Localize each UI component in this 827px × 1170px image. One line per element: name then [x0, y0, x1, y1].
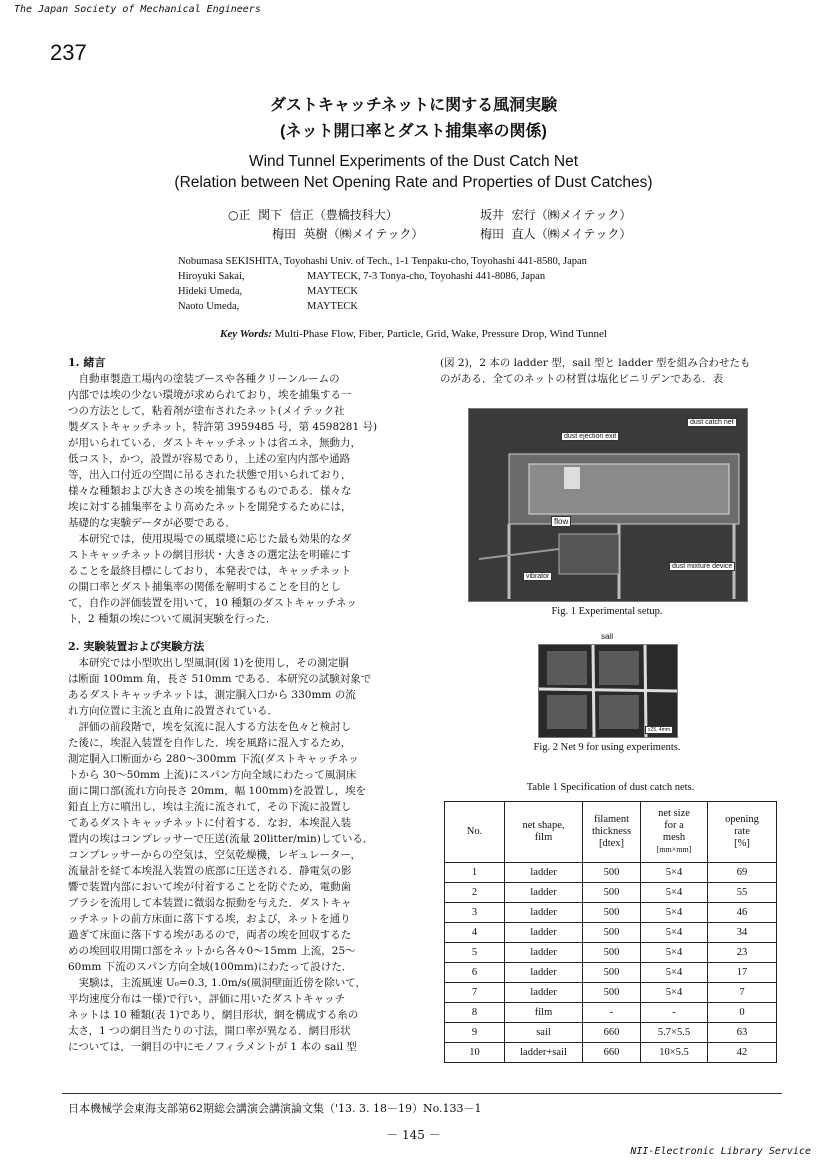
- table-cell: 7: [445, 983, 505, 1003]
- text-line: コンプレッサーからの空気は，空気乾燥機，レギュレーター，: [68, 849, 362, 861]
- japanese-subtitle: (ネット開口率とダスト捕集率の関係): [280, 123, 547, 140]
- label-flow: flow: [551, 516, 571, 527]
- author-1: ○正 関下 信正（豊橋技科大）: [228, 208, 398, 222]
- fig2-sail-label: sail: [600, 632, 613, 641]
- table-cell: ladder: [505, 983, 583, 1003]
- affiliation-name: Naoto Umeda,: [178, 301, 240, 312]
- text-line: ト，2 種類の埃について風洞実験を行った．: [68, 613, 277, 625]
- text-line: 様々な種類および大きさの埃を捕集するものである．様々な: [68, 485, 352, 497]
- text-line: てあるダストキャッチネットに付着する．なお，本埃混入装: [68, 817, 352, 829]
- intro-paragraph-2: [68, 531, 413, 627]
- text-line: 等，出入口付近の空間に吊るされた状態で用いられており，: [68, 469, 352, 481]
- text-line: 本研究では小型吹出し型風洞(図 1)を使用し，その測定胴: [68, 657, 349, 669]
- table-cell: 1: [445, 863, 505, 883]
- table-cell: ladder: [505, 903, 583, 923]
- table-cell: 4: [445, 923, 505, 943]
- table-cell: 5×4: [641, 963, 708, 983]
- table-cell: ladder: [505, 943, 583, 963]
- page-number: － 145 －: [386, 1128, 441, 1142]
- table-row: [445, 863, 777, 883]
- net-9-photo: [538, 644, 678, 738]
- table-cell: ladder: [505, 863, 583, 883]
- fig2-scale-label: x25, 4mm: [645, 726, 673, 734]
- table-cell: ladder: [505, 883, 583, 903]
- text-line: は断面 100mm 角，長さ 510mm である．本研究の試験対象で: [68, 673, 372, 685]
- header-shape: net shape, film: [505, 802, 583, 863]
- affiliation-name: Nobumasa SEKISHITA,: [178, 256, 282, 267]
- text-line: めの埃回収用開口部をネットから各々0〜15mm 上流，25〜: [68, 945, 356, 957]
- text-line: が用いられている．ダストキャッチネットは省エネ，無動力，: [68, 437, 361, 449]
- text-line: ブラシを流用して本装置に微弱な振動を与えた．ダストキャ: [68, 897, 352, 909]
- header-thickness: filament thickness [dtex]: [583, 802, 641, 863]
- label-vibrator: vibrator: [523, 572, 552, 581]
- author-3: 梅田 英樹（㈱メイテック）: [272, 227, 424, 241]
- header-opening-rate: opening rate [%]: [708, 802, 777, 863]
- table-cell: ladder: [505, 923, 583, 943]
- keywords-text: Multi-Phase Flow, Fiber, Particle, Grid, Wake, Pressure Drop, Wind Tunnel: [274, 328, 607, 340]
- table-cell: 9: [445, 1023, 505, 1043]
- table-cell: 6: [445, 963, 505, 983]
- text-line: 置内の埃はコンプレッサーで圧送(流量 20litter/min)している．: [68, 833, 374, 845]
- affiliation-2: [178, 271, 545, 282]
- text-line: た後に，埃混入装置を自作した．埃を風路に混入するため，: [68, 737, 352, 749]
- affiliation-3: [178, 286, 358, 297]
- affiliation-4: [178, 301, 358, 312]
- table-cell: 55: [708, 883, 777, 903]
- table-cell: 500: [583, 903, 641, 923]
- text-line: 自動車製造工場内の塗装ブースや各種クリーンルームの: [68, 373, 340, 385]
- table-cell: 5: [445, 943, 505, 963]
- table-body: [445, 863, 777, 1063]
- affiliation-name: Hiroyuki Sakai,: [178, 271, 245, 282]
- text-line: 測定胴入口断面から 280〜300mm 下流(ダストキャッチネッ: [68, 753, 359, 765]
- table-row: [445, 923, 777, 943]
- text-line: 低コスト，かつ，設置が容易であり，上述の室内内部や通路: [68, 453, 351, 465]
- table-cell: 46: [708, 903, 777, 923]
- fig1-caption: Fig. 1 Experimental setup.: [551, 606, 663, 617]
- society-header: The Japan Society of Mechanical Engineers: [14, 4, 261, 15]
- intro-paragraph-1: [68, 371, 413, 531]
- section-1-title: 1. 緒言: [68, 356, 106, 369]
- table-cell: 34: [708, 923, 777, 943]
- table-cell: 5×4: [641, 943, 708, 963]
- keywords: [0, 328, 827, 340]
- method-paragraph-3: [68, 975, 413, 1055]
- table-cell: 10×5.5: [641, 1043, 708, 1063]
- table-row: [445, 983, 777, 1003]
- table-cell: 500: [583, 863, 641, 883]
- paper-number: 237: [50, 40, 87, 65]
- table-row: [445, 1043, 777, 1063]
- table-cell: 660: [583, 1043, 641, 1063]
- text-line: れ方向位置に主流と直角に設置されている．: [68, 705, 278, 717]
- text-line: 実験は，主流風速 U₀=0.3, 1.0m/s(風洞壁面近傍を除いて，: [68, 977, 367, 989]
- table-cell: 63: [708, 1023, 777, 1043]
- text-line: 面に開口部(流れ方向長さ 20mm，幅 100mm)を設置し，埃を: [68, 785, 367, 797]
- text-line: 太さ，1 つの網目当たりの寸法，開口率が異なる．網目形状: [68, 1025, 351, 1037]
- table-cell: 2: [445, 883, 505, 903]
- nii-watermark: NII-Electronic Library Service: [630, 1146, 811, 1157]
- english-title: Wind Tunnel Experiments of the Dust Catch Net: [248, 153, 579, 170]
- text-line: ッチネットの前方床面に落下する埃，および，ネットを通り: [68, 913, 351, 925]
- affiliation-org: MAYTECK, 7-3 Tonya-cho, Toyohashi 441-8086, Japan: [307, 271, 546, 282]
- table-cell: 5×4: [641, 923, 708, 943]
- text-line: 鉛直上方に噴出し，埃は主流に流されて，その下流に設置し: [68, 801, 352, 813]
- table-cell: 42: [708, 1043, 777, 1063]
- table-cell: 69: [708, 863, 777, 883]
- text-line: 製ダストキャッチネット，特許第 3959485 号，第 4598281 号): [68, 421, 378, 433]
- experimental-setup-photo: [468, 408, 748, 602]
- affiliation-org: MAYTECK: [307, 286, 358, 297]
- table-cell: 7: [708, 983, 777, 1003]
- table-cell: 5×4: [641, 983, 708, 1003]
- text-line: については，一網目の中にモノフィラメントが 1 本の sail 型: [68, 1041, 357, 1053]
- english-subtitle: (Relation between Net Opening Rate and Properties of Dust Catches): [174, 174, 653, 191]
- text-line: ストキャッチネットの網目形状・大きさの選定法を明確にす: [68, 549, 352, 561]
- table-cell: 5.7×5.5: [641, 1023, 708, 1043]
- header-mesh: net size for a mesh [mm×mm]: [641, 802, 708, 863]
- net-mesh-illustration: [539, 645, 677, 737]
- table-cell: 660: [583, 1023, 641, 1043]
- text-line: トから 30〜50mm 上流)にスパン方向全域にわたって風洞床: [68, 769, 357, 781]
- affiliation-org: Toyohashi Univ. of Tech., 1-1 Tenpaku-cho, Toyohashi 441-8580, Japan: [284, 256, 587, 267]
- table-cell: 10: [445, 1043, 505, 1063]
- text-line: (図 2)，2 本の ladder 型，sail 型と ladder 型を組み合わせたも: [440, 357, 751, 369]
- fig2-caption: Fig. 2 Net 9 for using experiments.: [533, 742, 681, 753]
- table-cell: 17: [708, 963, 777, 983]
- affiliation-1: [178, 256, 587, 267]
- table-cell: 5×4: [641, 863, 708, 883]
- table-cell: 0: [708, 1003, 777, 1023]
- label-dust-ejection-exit: dust ejection exit: [561, 432, 619, 441]
- table-cell: 3: [445, 903, 505, 923]
- text-line: 響で装置内部において埃が付着することを防ぐため，電動歯: [68, 881, 352, 893]
- text-line: 平均速度分布は一様)で行い，評価に用いたダストキャッチ: [68, 993, 346, 1005]
- table-row: [445, 1003, 777, 1023]
- table1-caption: Table 1 Specification of dust catch nets.: [526, 782, 695, 793]
- text-line: の開口率とダスト捕集率の関係を解明することを目的とし: [68, 581, 341, 593]
- text-line: ネットは 10 種類(表 1)であり，網目形状，網を構成する糸の: [68, 1009, 359, 1021]
- table-cell: 8: [445, 1003, 505, 1023]
- table-row: [445, 883, 777, 903]
- table-cell: sail: [505, 1023, 583, 1043]
- author-2: 坂井 宏行（㈱メイテック）: [480, 208, 632, 222]
- table-cell: -: [641, 1003, 708, 1023]
- table-cell: 500: [583, 943, 641, 963]
- affiliation-org: MAYTECK: [307, 301, 358, 312]
- method-paragraph-1: [68, 655, 413, 719]
- text-line: つの方法として，粘着剤が塗布されたネット(メイテック社: [68, 405, 345, 417]
- text-line: て，自作の評価装置を用いて，10 種類のダストキャッチネッ: [68, 597, 357, 609]
- text-line: ることを最終目標にしており，本発表では，キャッチネット: [68, 565, 352, 577]
- label-dust-mixture-device: dust mixture device: [669, 562, 735, 571]
- text-line: あるダストキャッチネットは，測定胴入口から 330mm の流: [68, 689, 356, 701]
- section-2-title: 2. 実験装置および実験方法: [68, 640, 205, 653]
- table-cell: 500: [583, 983, 641, 1003]
- header-no: No.: [445, 802, 505, 863]
- net-spec-table: [444, 801, 777, 1063]
- table-cell: ladder: [505, 963, 583, 983]
- author-4: 梅田 直人（㈱メイテック）: [480, 227, 632, 241]
- table-row: [445, 943, 777, 963]
- table-cell: 5×4: [641, 883, 708, 903]
- left-column: [68, 355, 413, 1055]
- text-line: 60mm 下流のスパン方向全域(100mm)にわたって設けた．: [68, 961, 353, 973]
- japanese-title: ダストキャッチネットに関する風洞実験: [269, 97, 558, 114]
- text-line: 本研究では，使用現場での風環境に応じた最も効果的なダ: [68, 533, 352, 545]
- table-cell: 23: [708, 943, 777, 963]
- label-dust-catch-net: dust catch net: [687, 418, 737, 427]
- table-cell: ladder+sail: [505, 1043, 583, 1063]
- table-cell: 500: [583, 963, 641, 983]
- proceedings-footer: 日本機械学会東海支部第62期総会講演会講演論文集（'13. 3. 18－19）No.133－1: [68, 1102, 482, 1115]
- text-line: 基礎的な実験データが必要である．: [68, 517, 236, 529]
- table-cell: 500: [583, 883, 641, 903]
- keywords-label: Key Words:: [220, 328, 272, 340]
- table-row: [445, 903, 777, 923]
- text-line: 評価の前段階で，埃を気流に混入する方法を色々と検討し: [68, 721, 352, 733]
- right-paragraph: [440, 355, 785, 387]
- affiliation-name: Hideki Umeda,: [178, 286, 243, 297]
- text-line: 内部では埃の少ない環境が求められており，埃を捕集する一: [68, 389, 352, 401]
- table-cell: film: [505, 1003, 583, 1023]
- text-line: 過ぎて床面に落下する埃があるので，両者の埃を回収するた: [68, 929, 352, 941]
- table-cell: -: [583, 1003, 641, 1023]
- text-line: 流量計を経て本埃混入装置の底部に圧送される．静電気の影: [68, 865, 352, 877]
- method-paragraph-2: [68, 719, 413, 975]
- table-cell: 5×4: [641, 903, 708, 923]
- text-line: のがある．全てのネットの材質は塩化ビニリデンである．表: [440, 373, 724, 385]
- table-row: [445, 963, 777, 983]
- footer-rule: [62, 1093, 782, 1094]
- text-line: 埃に対する捕集率をより高めたネットを開発するためには，: [68, 501, 352, 513]
- table-cell: 500: [583, 923, 641, 943]
- table-row: [445, 1023, 777, 1043]
